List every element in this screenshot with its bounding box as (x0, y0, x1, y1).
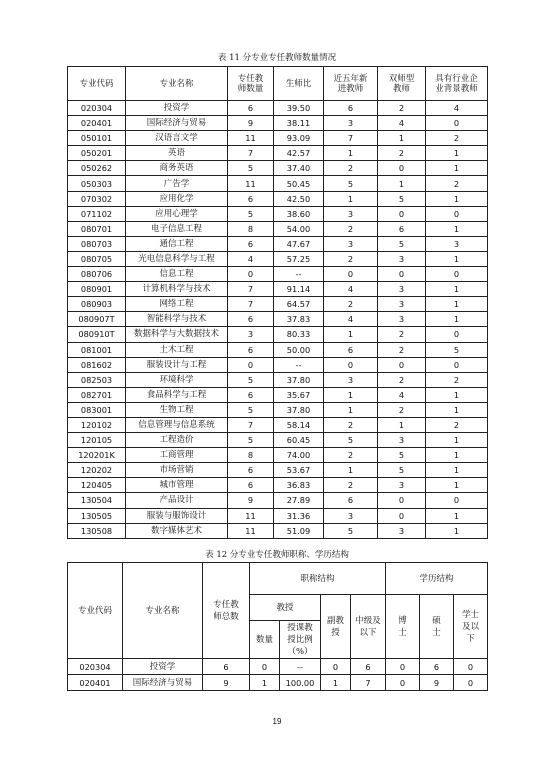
cell-teacher-count: 0 (228, 357, 274, 372)
cell-ratio: -- (274, 357, 324, 372)
cell-ratio: 58.14 (274, 417, 324, 432)
cell-industry-background: 1 (426, 433, 488, 448)
table-row (68, 282, 488, 297)
table-row (68, 508, 488, 523)
cell-teacher-count: 4 (228, 251, 274, 266)
cell-major-code: 050262 (68, 161, 126, 176)
cell-major-code: 083001 (68, 402, 126, 417)
cell-major-name: 国际经济与贸易 (126, 116, 228, 131)
cell-dual-qualified: 3 (378, 282, 426, 297)
cell-new-teachers: 2 (324, 161, 378, 176)
cell-major-code: 020304 (68, 659, 123, 675)
cell-ratio: 39.50 (274, 101, 324, 116)
cell-dual-qualified: 0 (378, 206, 426, 221)
cell-major-name: 国际经济与贸易 (123, 675, 203, 691)
cell-major-name: 应用心理学 (126, 206, 228, 221)
cell-teacher-count: 5 (228, 402, 274, 417)
cell-teacher-count: 7 (228, 146, 274, 161)
table12-caption: 表 12 分专业专任教师职称、学历结构 (205, 550, 349, 560)
cell-major-code: 080705 (68, 251, 126, 266)
cell-new-teachers: 0 (324, 267, 378, 282)
cell-major-name: 生物工程 (126, 402, 228, 417)
cell-teacher-count: 8 (228, 221, 274, 236)
cell-teacher-count: 7 (228, 417, 274, 432)
cell-new-teachers: 3 (324, 236, 378, 251)
table-row (68, 387, 488, 402)
cell-ratio: 31.36 (274, 508, 324, 523)
cell-ratio: 42.50 (274, 191, 324, 206)
cell-major-code: 120102 (68, 417, 126, 432)
header-teacher-count: 专任教 师数量 (228, 67, 274, 101)
table-row (68, 357, 488, 372)
cell-dual-qualified: 1 (378, 176, 426, 191)
cell-dual-qualified: 4 (378, 387, 426, 402)
table-row (68, 448, 488, 463)
cell-new-teachers: 1 (324, 463, 378, 478)
cell-major-name: 数字媒体艺术 (126, 523, 228, 538)
cell-industry-background: 2 (426, 417, 488, 432)
header-education-structure: 学历结构 (386, 563, 488, 595)
cell-ratio: -- (274, 267, 324, 282)
cell-industry-background: 2 (426, 176, 488, 191)
cell-ratio: 27.89 (274, 493, 324, 508)
cell-major-code: 120105 (68, 433, 126, 448)
cell-major-code: 080903 (68, 297, 126, 312)
cell-ratio: 42.57 (274, 146, 324, 161)
cell-major-code: 082503 (68, 372, 126, 387)
cell-new-teachers: 1 (324, 191, 378, 206)
header-major-code: 专业代码 (68, 563, 123, 659)
table-row (68, 176, 488, 191)
cell-major-code: 130508 (68, 523, 126, 538)
cell-major-name: 市场营销 (126, 463, 228, 478)
cell-dual-qualified: 2 (378, 372, 426, 387)
cell-major-name: 光电信息科学与工程 (126, 251, 228, 266)
cell-ratio: 35.67 (274, 387, 324, 402)
cell-new-teachers: 6 (324, 101, 378, 116)
cell-teacher-count: 0 (228, 267, 274, 282)
cell-dual-qualified: 0 (378, 508, 426, 523)
cell-industry-background: 2 (426, 131, 488, 146)
cell-master: 6 (420, 659, 454, 675)
cell-industry-background: 0 (426, 493, 488, 508)
cell-major-code: 080703 (68, 236, 126, 251)
cell-major-code: 020401 (68, 116, 126, 131)
cell-industry-background: 1 (426, 448, 488, 463)
teacher-title-education-table (67, 562, 488, 691)
cell-industry-background: 0 (426, 206, 488, 221)
header-major-name: 专业名称 (123, 563, 203, 659)
cell-major-name: 环境科学 (126, 372, 228, 387)
cell-industry-background: 1 (426, 463, 488, 478)
cell-dual-qualified: 2 (378, 342, 426, 357)
table-row (68, 161, 488, 176)
cell-ratio: 36.83 (274, 478, 324, 493)
cell-new-teachers: 2 (324, 251, 378, 266)
header-major-code: 专业代码 (68, 67, 126, 101)
cell-teacher-count: 8 (228, 448, 274, 463)
cell-major-name: 工程造价 (126, 433, 228, 448)
cell-major-name: 食品科学与工程 (126, 387, 228, 402)
cell-industry-background: 0 (426, 357, 488, 372)
cell-ratio: 38.60 (274, 206, 324, 221)
cell-major-name: 电子信息工程 (126, 221, 228, 236)
cell-major-code: 081001 (68, 342, 126, 357)
cell-ratio: 57.25 (274, 251, 324, 266)
cell-dual-qualified: 2 (378, 327, 426, 342)
cell-dual-qualified: 2 (378, 101, 426, 116)
cell-industry-background: 1 (426, 146, 488, 161)
cell-industry-background: 1 (426, 523, 488, 538)
cell-dual-qualified: 0 (378, 357, 426, 372)
cell-teacher-count: 5 (228, 433, 274, 448)
table-row (68, 463, 488, 478)
cell-major-code: 020304 (68, 101, 126, 116)
cell-major-name: 数据科学与大数据技术 (126, 327, 228, 342)
table-row (68, 131, 488, 146)
cell-associate-professor: 1 (321, 675, 351, 691)
header-professor-teaching-ratio: 授课教 授比例 （%） (280, 621, 321, 659)
cell-major-code: 080706 (68, 267, 126, 282)
table-row (68, 267, 488, 282)
cell-major-name: 城市管理 (126, 478, 228, 493)
cell-teacher-count: 6 (228, 191, 274, 206)
cell-new-teachers: 2 (324, 417, 378, 432)
cell-ratio: 93.09 (274, 131, 324, 146)
table-row (68, 402, 488, 417)
cell-industry-background: 1 (426, 161, 488, 176)
table-header-row (68, 67, 488, 101)
teacher-count-table (67, 66, 488, 539)
cell-industry-background: 1 (426, 282, 488, 297)
header-professor-count: 数量 (250, 621, 280, 659)
cell-industry-background: 1 (426, 221, 488, 236)
cell-teacher-count: 6 (228, 342, 274, 357)
cell-major-name: 信息管理与信息系统 (126, 417, 228, 432)
table-row (68, 116, 488, 131)
cell-new-teachers: 1 (324, 327, 378, 342)
cell-industry-background: 0 (426, 267, 488, 282)
cell-intermediate-below: 6 (351, 659, 386, 675)
cell-major-code: 120202 (68, 463, 126, 478)
cell-intermediate-below: 7 (351, 675, 386, 691)
cell-major-name: 应用化学 (126, 191, 228, 206)
cell-industry-background: 1 (426, 297, 488, 312)
cell-major-code: 080907T (68, 312, 126, 327)
table-row (68, 493, 488, 508)
cell-major-name: 商务英语 (126, 161, 228, 176)
cell-teacher-count: 7 (228, 297, 274, 312)
cell-new-teachers: 5 (324, 433, 378, 448)
cell-ratio: 51.09 (274, 523, 324, 538)
cell-professor-ratio: -- (280, 659, 321, 675)
header-master: 硕 士 (420, 595, 454, 659)
cell-dual-qualified: 3 (378, 312, 426, 327)
cell-major-code: 082701 (68, 387, 126, 402)
cell-professor-ratio: 100.00 (280, 675, 321, 691)
cell-major-code: 050303 (68, 176, 126, 191)
table-row (68, 372, 488, 387)
cell-dual-qualified: 5 (378, 236, 426, 251)
cell-teacher-count: 9 (228, 116, 274, 131)
cell-dual-qualified: 3 (378, 251, 426, 266)
cell-teacher-count: 9 (228, 493, 274, 508)
cell-major-name: 工商管理 (126, 448, 228, 463)
cell-new-teachers: 6 (324, 493, 378, 508)
cell-associate-professor: 0 (321, 659, 351, 675)
cell-new-teachers: 0 (324, 357, 378, 372)
cell-major-code: 081602 (68, 357, 126, 372)
cell-ratio: 37.80 (274, 402, 324, 417)
cell-teacher-count: 6 (228, 478, 274, 493)
cell-ratio: 60.45 (274, 433, 324, 448)
cell-major-name: 投资学 (123, 659, 203, 675)
cell-industry-background: 1 (426, 251, 488, 266)
cell-major-name: 通信工程 (126, 236, 228, 251)
cell-dual-qualified: 2 (378, 146, 426, 161)
table-row (68, 221, 488, 236)
cell-major-name: 智能科学与技术 (126, 312, 228, 327)
cell-dual-qualified: 1 (378, 131, 426, 146)
table-row (68, 236, 488, 251)
cell-teacher-count: 6 (228, 101, 274, 116)
cell-industry-background: 2 (426, 372, 488, 387)
table11-caption: 表 11 分专业专任教师数量情况 (217, 53, 337, 63)
table-row (68, 191, 488, 206)
cell-major-name: 土木工程 (126, 342, 228, 357)
cell-major-code: 071102 (68, 206, 126, 221)
cell-major-name: 英语 (126, 146, 228, 161)
cell-new-teachers: 5 (324, 523, 378, 538)
table-row (68, 206, 488, 221)
cell-master: 9 (420, 675, 454, 691)
cell-ratio: 37.80 (274, 372, 324, 387)
cell-major-name: 网络工程 (126, 297, 228, 312)
cell-ratio: 50.45 (274, 176, 324, 191)
cell-teacher-count: 5 (228, 206, 274, 221)
cell-major-code: 080910T (68, 327, 126, 342)
table-row (68, 312, 488, 327)
cell-new-teachers: 3 (324, 116, 378, 131)
cell-ratio: 38.11 (274, 116, 324, 131)
cell-dual-qualified: 5 (378, 448, 426, 463)
cell-teacher-count: 6 (228, 387, 274, 402)
cell-major-code: 130504 (68, 493, 126, 508)
cell-bachelor-below: 0 (454, 659, 488, 675)
cell-ratio: 74.00 (274, 448, 324, 463)
cell-ratio: 80.33 (274, 327, 324, 342)
table-row (68, 342, 488, 357)
cell-major-name: 广告学 (126, 176, 228, 191)
header-professor: 教授 (250, 595, 321, 621)
cell-teacher-count: 5 (228, 161, 274, 176)
cell-major-name: 汉语言文学 (126, 131, 228, 146)
table-row (68, 433, 488, 448)
table-row (68, 478, 488, 493)
cell-ratio: 64.57 (274, 297, 324, 312)
cell-teacher-count: 11 (228, 176, 274, 191)
header-title-structure: 职称结构 (250, 563, 386, 595)
cell-new-teachers: 1 (324, 387, 378, 402)
header-bachelor-below: 学士 及以 下 (454, 595, 488, 659)
cell-ratio: 91.14 (274, 282, 324, 297)
table-row (68, 297, 488, 312)
header-student-teacher-ratio: 生师比 (274, 67, 324, 101)
cell-new-teachers: 6 (324, 342, 378, 357)
table-row (68, 659, 488, 675)
cell-new-teachers: 3 (324, 206, 378, 221)
cell-industry-background: 0 (426, 327, 488, 342)
table-row (68, 327, 488, 342)
cell-industry-background: 4 (426, 101, 488, 116)
cell-major-code: 130505 (68, 508, 126, 523)
cell-dual-qualified: 2 (378, 402, 426, 417)
cell-new-teachers: 2 (324, 221, 378, 236)
cell-dual-qualified: 0 (378, 161, 426, 176)
cell-teacher-count: 6 (228, 312, 274, 327)
cell-ratio: 37.83 (274, 312, 324, 327)
cell-major-code: 070302 (68, 191, 126, 206)
cell-dual-qualified: 1 (378, 417, 426, 432)
cell-ratio: 54.00 (274, 221, 324, 236)
cell-major-code: 020401 (68, 675, 123, 691)
cell-teacher-count: 11 (228, 131, 274, 146)
cell-teacher-count: 3 (228, 327, 274, 342)
cell-industry-background: 0 (426, 116, 488, 131)
cell-dual-qualified: 3 (378, 523, 426, 538)
header-doctorate: 博 士 (386, 595, 420, 659)
cell-dual-qualified: 4 (378, 116, 426, 131)
table-row (68, 675, 488, 691)
cell-new-teachers: 1 (324, 402, 378, 417)
cell-new-teachers: 3 (324, 508, 378, 523)
cell-major-name: 投资学 (126, 101, 228, 116)
cell-ratio: 53.67 (274, 463, 324, 478)
table-row (68, 101, 488, 116)
cell-new-teachers: 4 (324, 282, 378, 297)
header-dual-qualified: 双师型 教师 (378, 67, 426, 101)
cell-ratio: 47.67 (274, 236, 324, 251)
cell-teacher-count: 11 (228, 508, 274, 523)
cell-major-code: 120405 (68, 478, 126, 493)
cell-new-teachers: 7 (324, 131, 378, 146)
table-row (68, 251, 488, 266)
cell-major-name: 服装设计与工程 (126, 357, 228, 372)
cell-major-code: 080901 (68, 282, 126, 297)
cell-new-teachers: 2 (324, 297, 378, 312)
cell-total-teachers: 6 (203, 659, 250, 675)
table-row (68, 417, 488, 432)
cell-major-name: 计算机科学与技术 (126, 282, 228, 297)
cell-ratio: 37.40 (274, 161, 324, 176)
cell-dual-qualified: 3 (378, 297, 426, 312)
cell-new-teachers: 2 (324, 478, 378, 493)
table-row (68, 523, 488, 538)
cell-teacher-count: 6 (228, 236, 274, 251)
cell-new-teachers: 1 (324, 146, 378, 161)
cell-doctorate: 0 (386, 659, 420, 675)
cell-major-name: 信息工程 (126, 267, 228, 282)
cell-industry-background: 1 (426, 402, 488, 417)
header-total-teachers: 专任教 师总数 (203, 563, 250, 659)
cell-professor-count: 0 (250, 659, 280, 675)
cell-total-teachers: 9 (203, 675, 250, 691)
cell-industry-background: 5 (426, 342, 488, 357)
cell-teacher-count: 7 (228, 282, 274, 297)
cell-teacher-count: 11 (228, 523, 274, 538)
cell-dual-qualified: 5 (378, 191, 426, 206)
cell-industry-background: 1 (426, 191, 488, 206)
cell-ratio: 50.00 (274, 342, 324, 357)
cell-dual-qualified: 6 (378, 221, 426, 236)
cell-bachelor-below: 0 (454, 675, 488, 691)
cell-major-code: 050201 (68, 146, 126, 161)
header-industry-background: 具有行业企 业背景教师 (426, 67, 488, 101)
cell-new-teachers: 4 (324, 312, 378, 327)
header-new-teachers: 近五年新 进教师 (324, 67, 378, 101)
page-number: 19 (272, 717, 282, 726)
cell-dual-qualified: 0 (378, 267, 426, 282)
cell-major-code: 120201K (68, 448, 126, 463)
cell-major-code: 080701 (68, 221, 126, 236)
cell-teacher-count: 6 (228, 463, 274, 478)
cell-industry-background: 1 (426, 312, 488, 327)
header-major-name: 专业名称 (126, 67, 228, 101)
cell-dual-qualified: 3 (378, 433, 426, 448)
cell-industry-background: 1 (426, 478, 488, 493)
cell-dual-qualified: 0 (378, 493, 426, 508)
cell-new-teachers: 2 (324, 448, 378, 463)
cell-doctorate: 0 (386, 675, 420, 691)
cell-major-code: 050101 (68, 131, 126, 146)
cell-new-teachers: 5 (324, 176, 378, 191)
cell-professor-count: 1 (250, 675, 280, 691)
table-row (68, 146, 488, 161)
cell-new-teachers: 3 (324, 372, 378, 387)
cell-dual-qualified: 3 (378, 478, 426, 493)
cell-major-name: 服装与服饰设计 (126, 508, 228, 523)
cell-major-name: 产品设计 (126, 493, 228, 508)
cell-teacher-count: 5 (228, 372, 274, 387)
cell-industry-background: 1 (426, 387, 488, 402)
cell-dual-qualified: 5 (378, 463, 426, 478)
cell-industry-background: 3 (426, 236, 488, 251)
header-intermediate-below: 中级及 以下 (351, 595, 386, 659)
header-associate-professor: 副教 授 (321, 595, 351, 659)
cell-industry-background: 1 (426, 508, 488, 523)
